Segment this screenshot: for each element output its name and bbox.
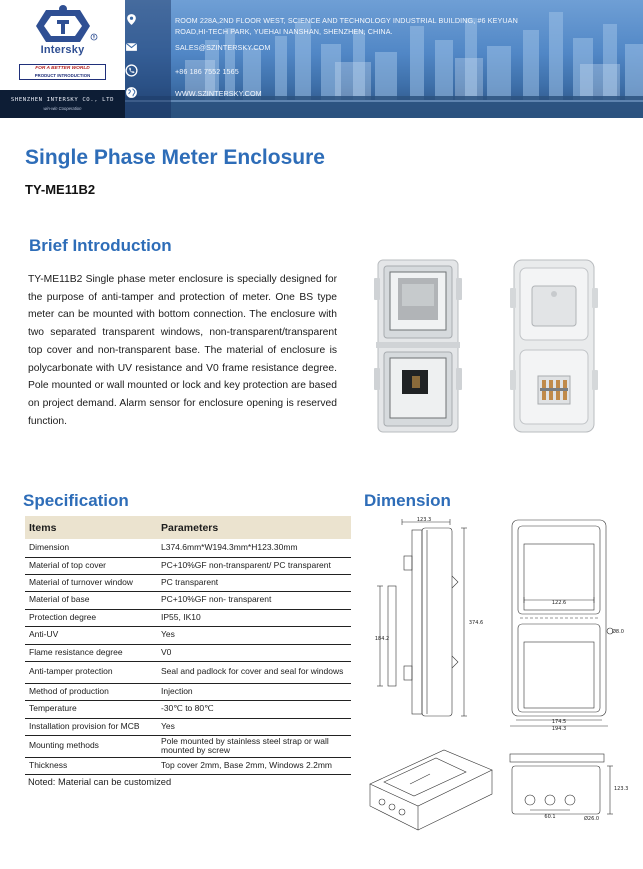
model-number: TY-ME11B2 — [25, 182, 96, 197]
website-text: WWW.SZINTERSKY.COM — [175, 89, 262, 98]
table-row — [25, 661, 351, 683]
table-header-row — [25, 516, 351, 539]
side-view-drawing — [372, 516, 492, 726]
table-row — [25, 718, 351, 735]
table-row — [25, 609, 351, 626]
dim-front-hole: Ø8.0 — [612, 629, 624, 635]
dim-side-height-right: 374.6 — [468, 620, 484, 626]
table-row — [25, 574, 351, 591]
product-photo-closed — [372, 258, 464, 434]
location-pin-icon — [125, 13, 138, 26]
slogan-line-2: PRODUCT INTRODUCTION — [34, 73, 91, 78]
spec-item: Dimension — [25, 539, 157, 557]
spec-item: Method of production — [25, 683, 157, 700]
company-tagline: win-win Cooperation — [43, 106, 82, 111]
envelope-icon — [125, 40, 138, 53]
spec-item: Material of top cover — [25, 557, 157, 574]
table-row — [25, 757, 351, 774]
table-row — [25, 557, 351, 574]
dim-side-width: 123.3 — [416, 517, 432, 523]
intro-paragraph: TY-ME11B2 Single phase meter enclosure is specially designed for the purpose of anti-tamper and protection of meter. One BS type meter can be mounted with bottom connection. The enclosure with two separated transparent windows, non-transparent/transparent top cover and non-transparent base. The material of enclosure is polycarbonate with UV resistance and V0 frame resistance degree. Pole mounted or wall mounted or lock and key protection are based on project demand. Alarm sensor for enclosure opening is reserved function. — [28, 274, 337, 427]
intro-heading: Brief Introduction — [29, 236, 172, 255]
spec-item: Anti-UV — [25, 626, 157, 644]
address-line-2: ROAD,HI-TECH PARK, YUEHAI NANSHAN, SHENZHEN, CHINA. — [175, 27, 393, 36]
column-header-parameters: Parameters — [157, 516, 351, 539]
product-photo-open — [508, 258, 600, 434]
company-logo — [26, 4, 100, 44]
specification-table — [25, 516, 351, 775]
phone-text: +86 186 7552 1565 — [175, 67, 239, 76]
front-view-drawing — [506, 518, 630, 732]
spec-item: Flame resistance degree — [25, 644, 157, 661]
column-header-items: Items — [25, 516, 157, 539]
product-title: Single Phase Meter Enclosure — [25, 146, 325, 169]
spec-value: Seal and padlock for cover and seal for windows — [157, 661, 351, 683]
spec-value: L374.6mm*W194.3mm*H123.30mm — [157, 539, 351, 557]
table-row — [25, 700, 351, 718]
spec-item: Installation provision for MCB — [25, 718, 157, 735]
company-bar — [0, 90, 125, 118]
spec-value: Injection — [157, 683, 351, 700]
table-row — [25, 539, 351, 557]
page-header — [0, 0, 643, 118]
dim-bottom-spacing: 60.1 — [544, 814, 556, 820]
table-row — [25, 626, 351, 644]
table-row — [25, 591, 351, 609]
table-row — [25, 683, 351, 700]
spec-item: Mounting methods — [25, 735, 157, 757]
spec-value: PC transparent — [157, 574, 351, 591]
email-text: SALES@SZINTERSKY.COM — [175, 43, 271, 52]
spec-item: Anti-tamper protection — [25, 661, 157, 683]
spec-item: Thickness — [25, 757, 157, 774]
spec-value: Yes — [157, 718, 351, 735]
table-row — [25, 735, 351, 757]
header-banner — [125, 0, 643, 118]
spec-item: Material of base — [25, 591, 157, 609]
spec-item: Protection degree — [25, 609, 157, 626]
dim-front-width-1: 174.5 — [551, 719, 567, 725]
isometric-drawing — [366, 744, 496, 836]
slogan-box — [19, 64, 106, 80]
dimension-heading: Dimension — [364, 491, 451, 510]
company-name: SHENZHEN INTERSKY CO., LTD — [10, 97, 115, 103]
spec-value: Top cover 2mm, Base 2mm, Windows 2.2mm — [157, 757, 351, 774]
spec-value: PC+10%GF non-transparent/ PC transparent — [157, 557, 351, 574]
spec-value: PC+10%GF non- transparent — [157, 591, 351, 609]
customization-note: Noted: Material can be customized — [28, 777, 172, 787]
table-row — [25, 644, 351, 661]
address-line-1: ROOM 228A,2ND FLOOR WEST, SCIENCE AND TECHNOLOGY INDUSTRIAL BUILDING, #6 KEYUAN — [175, 16, 518, 25]
specification-heading: Specification — [23, 491, 129, 510]
globe-icon — [125, 86, 138, 99]
dim-bottom-depth: 123.3 — [614, 786, 629, 792]
phone-icon — [125, 64, 138, 77]
spec-item: Temperature — [25, 700, 157, 718]
slogan-line-1: FOR A BETTER WORLD — [35, 66, 90, 71]
svg-text:R: R — [92, 34, 96, 40]
dim-front-inner-width: 122.6 — [551, 600, 567, 606]
spec-item: Material of turnover window — [25, 574, 157, 591]
brand-name: Intersky — [40, 44, 85, 56]
spec-value: Yes — [157, 626, 351, 644]
spec-value: -30℃ to 80℃ — [157, 700, 351, 718]
logo-panel — [0, 0, 125, 118]
dim-front-width-2: 194.3 — [551, 726, 567, 732]
spec-value: IP55, IK10 — [157, 609, 351, 626]
dim-bottom-hole: Ø26.0 — [584, 816, 600, 822]
bottom-view-drawing — [506, 752, 630, 824]
dim-side-height-left: 184.2 — [374, 636, 390, 642]
spec-value: Pole mounted by stainless steel strap or wall mounted by screw — [157, 735, 351, 757]
spec-value: V0 — [157, 644, 351, 661]
